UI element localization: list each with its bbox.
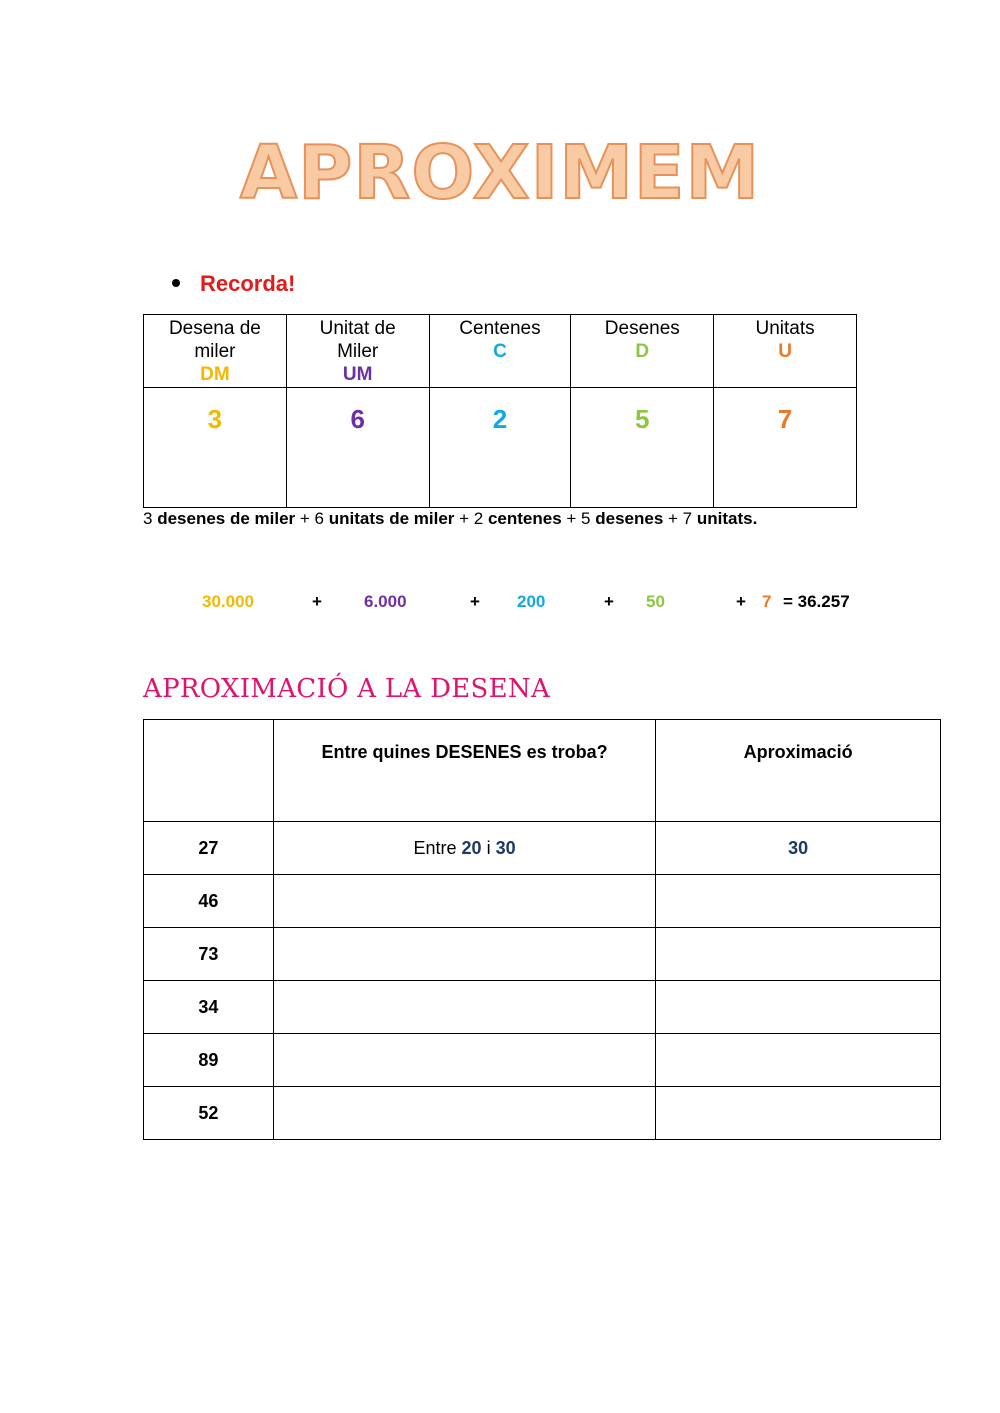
code-um: UM: [342, 364, 373, 385]
digit-u: 7: [714, 388, 857, 508]
header-between: Entre quines DESENES es troba?: [273, 720, 655, 822]
answer-between[interactable]: [273, 875, 655, 928]
row-number: 52: [144, 1087, 274, 1140]
code-d: D: [635, 341, 650, 362]
answer-approx[interactable]: [656, 875, 941, 928]
row-number: 73: [144, 928, 274, 981]
example-between: Entre 20 i 30: [273, 822, 655, 875]
sum-term-um: 6.000: [364, 592, 407, 611]
code-dm: DM: [200, 364, 230, 385]
place-value-table: [143, 314, 857, 508]
sum-term-dm: 30.000: [202, 592, 254, 611]
example-approx: 30: [656, 822, 941, 875]
header-um: Unitat de Miler UM: [286, 315, 429, 388]
sum-plus: +: [604, 592, 614, 611]
recorda-bullet: [172, 271, 295, 297]
answer-between[interactable]: [273, 1034, 655, 1087]
answer-approx[interactable]: [656, 981, 941, 1034]
page-title: APROXIMEM: [239, 130, 761, 216]
answer-between[interactable]: [273, 1087, 655, 1140]
sum-plus: +: [312, 592, 322, 611]
sum-plus: +: [470, 592, 480, 611]
header-number: [144, 720, 274, 822]
row-number: 34: [144, 981, 274, 1034]
header-u: Unitats U: [714, 315, 857, 388]
digit-dm: 3: [144, 388, 287, 508]
bullet-icon: [172, 279, 180, 287]
code-c: C: [493, 341, 507, 362]
digit-d: 5: [571, 388, 714, 508]
header-c: Centenes C: [429, 315, 571, 388]
answer-between[interactable]: [273, 928, 655, 981]
answer-approx[interactable]: [656, 928, 941, 981]
header-d: Desenes D: [571, 315, 714, 388]
row-number: 89: [144, 1034, 274, 1087]
example-number: 27: [144, 822, 274, 875]
approximation-table: [143, 719, 941, 1140]
answer-approx[interactable]: [656, 1087, 941, 1140]
digit-um: 6: [286, 388, 429, 508]
sum-result: = 36.257: [783, 592, 850, 611]
answer-between[interactable]: [273, 981, 655, 1034]
sum-term-u: 7: [762, 592, 772, 611]
header-approx: Aproximació: [656, 720, 941, 822]
sum-term-d: 50: [646, 592, 665, 611]
digit-c: 2: [429, 388, 571, 508]
code-u: U: [778, 341, 792, 362]
decomposition-text: 3 desenes de miler + 6 unitats de miler + 2 centenes + 5 desenes + 7 unitats.: [143, 509, 758, 528]
answer-approx[interactable]: [656, 1034, 941, 1087]
sum-term-c: 200: [517, 592, 546, 611]
section-title: APROXIMACIÓ A LA DESENA: [143, 674, 551, 704]
row-number: 46: [144, 875, 274, 928]
header-dm: Desena de miler DM: [144, 315, 287, 388]
sum-plus: +: [736, 592, 746, 611]
recorda-label: Recorda!: [200, 271, 296, 296]
